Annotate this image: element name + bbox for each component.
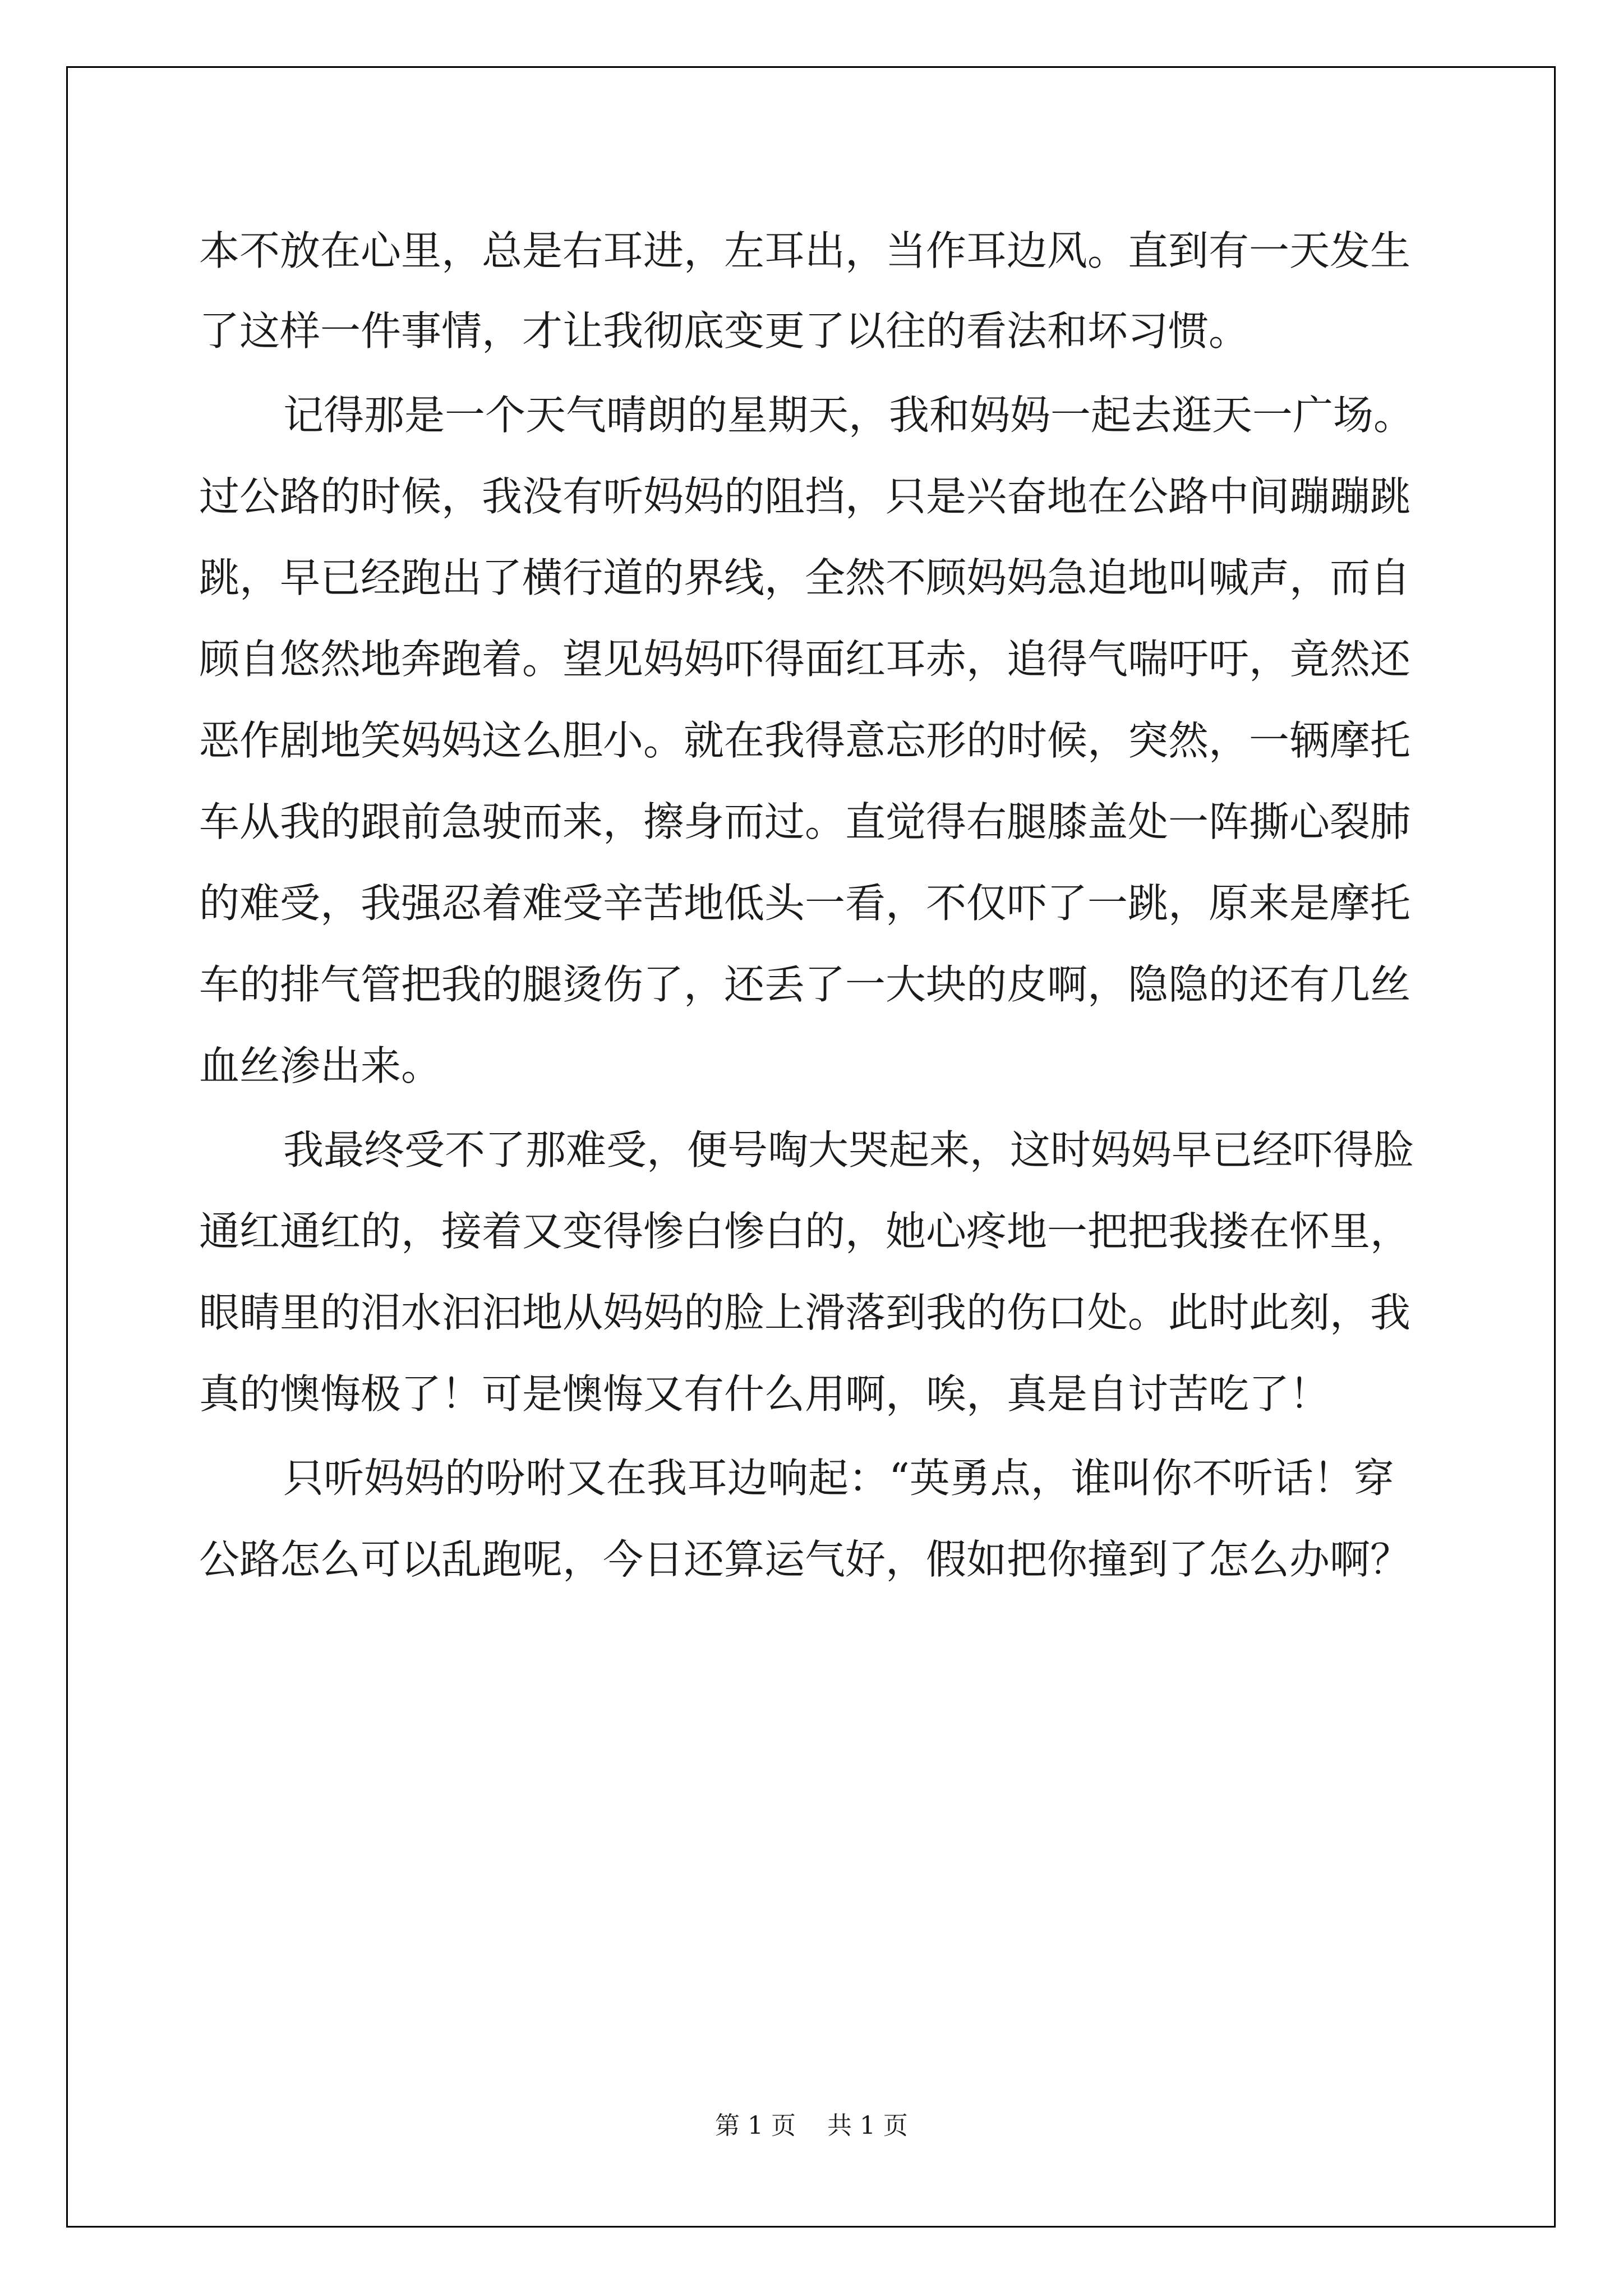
body-text-line: 眼睛里的泪水汩汩地从妈妈的脸上滑落到我的伤口处。此时此刻，我 [199, 1289, 1411, 1336]
body-text-line: 跳，早已经跑出了横行道的界线，全然不顾妈妈急迫地叫喊声，而自 [199, 554, 1411, 601]
body-text-line: 公路怎么可以乱跑呢，今日还算运气好，假如把你撞到了怎么办啊？ [199, 1536, 1411, 1583]
body-text-line: 血丝渗出来。 [199, 1042, 442, 1089]
paragraph-first-line: 我最终受不了那难受，便号啕大哭起来，这时妈妈早已经吓得脸 [283, 1126, 1414, 1174]
body-text-line: 车的排气管把我的腿烫伤了，还丢了一大块的皮啊，隐隐的还有几丝 [199, 961, 1411, 1008]
body-text-line: 车从我的跟前急驶而来，擦身而过。直觉得右腿膝盖处一阵撕心裂肺 [199, 798, 1411, 845]
paragraph-first-line: 记得那是一个天气晴朗的星期天，我和妈妈一起去逛天一广场。 [283, 392, 1414, 439]
body-text-line: 本不放在心里，总是右耳进，左耳出，当作耳边风。直到有一天发生 [199, 227, 1411, 274]
body-text-line: 恶作剧地笑妈妈这么胆小。就在我得意忘形的时候，突然，一辆摩托 [199, 717, 1411, 764]
paragraph-first-line: 只听妈妈的吩咐又在我耳边响起：“英勇点，谁叫你不听话！穿 [283, 1455, 1394, 1502]
body-text-line: 真的懊悔极了！可是懊悔又有什么用啊，唉，真是自讨苦吃了！ [199, 1370, 1330, 1418]
body-text-line: 过公路的时候，我没有听妈妈的阻挡，只是兴奋地在公路中间蹦蹦跳 [199, 473, 1411, 520]
body-text-line: 顾自悠然地奔跑着。望见妈妈吓得面红耳赤，追得气喘吁吁，竟然还 [199, 636, 1411, 683]
page-footer: 第 1 页 共 1 页 [715, 2111, 908, 2140]
body-text-line: 通红通红的，接着又变得惨白惨白的，她心疼地一把把我搂在怀里， [199, 1208, 1411, 1255]
body-text-line: 的难受，我强忍着难受辛苦地低头一看，不仅吓了一跳，原来是摩托 [199, 880, 1411, 927]
body-text-line: 了这样一件事情，才让我彻底变更了以往的看法和坏习惯。 [199, 307, 1249, 355]
